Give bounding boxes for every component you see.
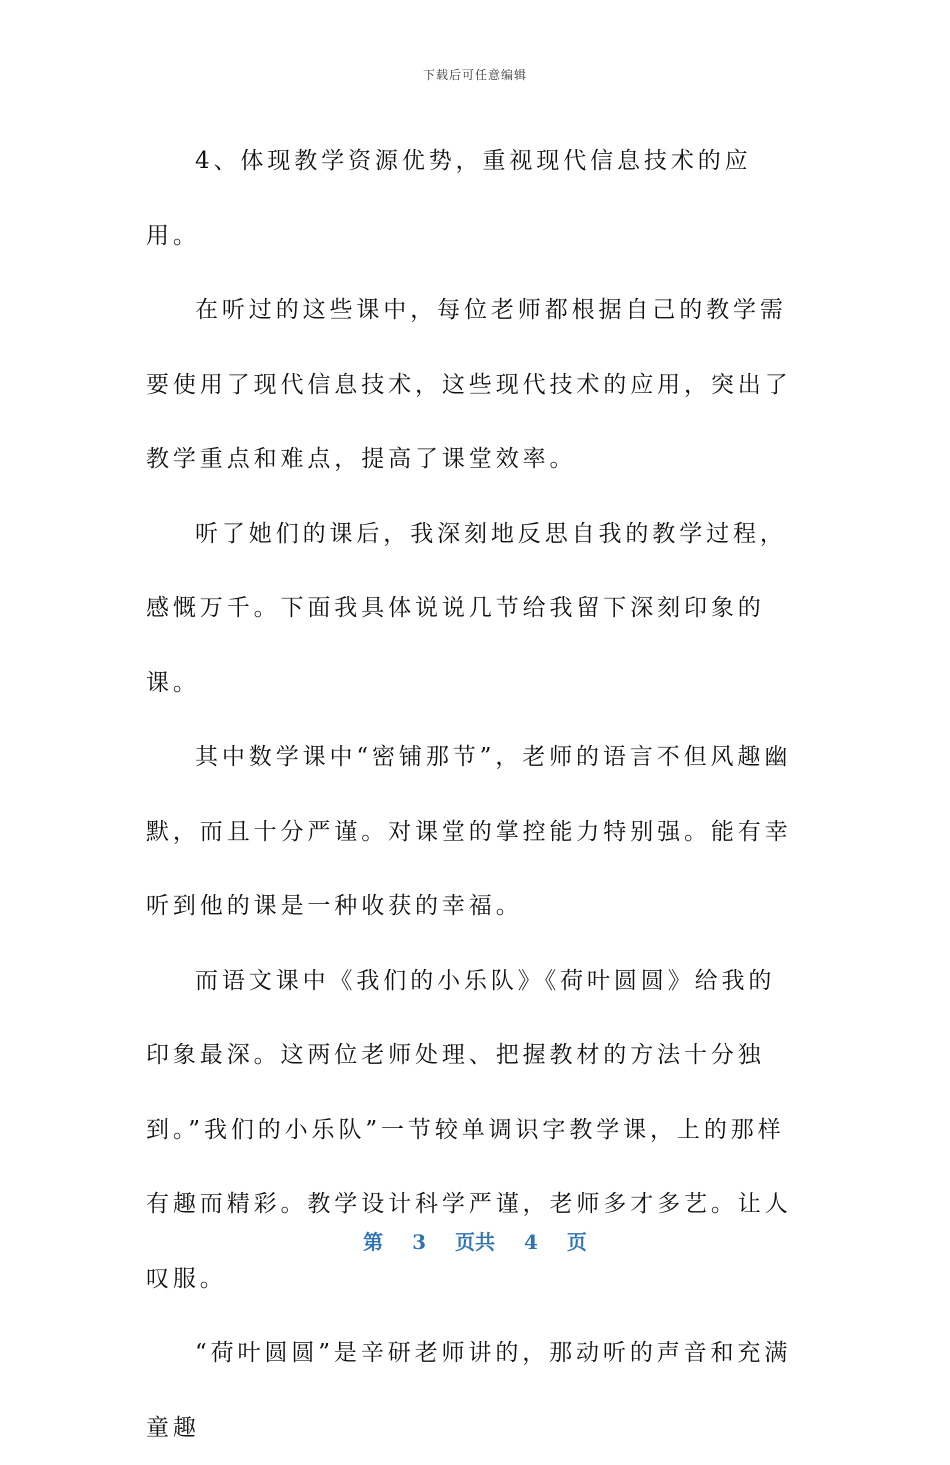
page-footer bbox=[0, 1226, 950, 1255]
paragraph: 4、体现教学资源优势，重视现代信息技术的应用。 bbox=[146, 148, 752, 249]
document-body bbox=[146, 124, 792, 1465]
paragraph: 在听过的这些课中，每位老师都根据自己的教学需要使用了现代信息技术，这些现代技术的应用，突出了教学重点和难点，提高了课堂效率。 bbox=[146, 297, 792, 472]
page-prefix: 第 bbox=[363, 1230, 384, 1254]
paragraph: 其中数学课中“密铺那节”，老师的语言不但风趣幽默，而且十分严谨。对课堂的掌控能力特别强。能有幸听到他的课是一种收获的幸福。 bbox=[146, 744, 792, 919]
current-page-number: 3 bbox=[412, 1230, 427, 1254]
total-pages-number: 4 bbox=[523, 1230, 538, 1254]
paragraph: “荷叶圆圆”是辛研老师讲的，那动听的声音和充满童趣 bbox=[146, 1340, 792, 1441]
page-middle: 页共 bbox=[455, 1230, 495, 1254]
page-suffix: 页 bbox=[566, 1230, 587, 1254]
paragraph: 而语文课中《我们的小乐队》《荷叶圆圆》给我的印象最深。这两位老师处理、把握教材的方法十分独到。”我们的小乐队”一节较单调识字教学课，上的那样有趣而精彩。教学设计科学严谨，老师多才多艺。让人叹服。 bbox=[146, 967, 792, 1292]
paragraph: 听了她们的课后，我深刻地反思自我的教学过程，感慨万千。下面我具体说说几节给我留下深刻印象的课。 bbox=[146, 520, 787, 696]
page-header: 下载后可任意编辑 bbox=[422, 68, 527, 82]
